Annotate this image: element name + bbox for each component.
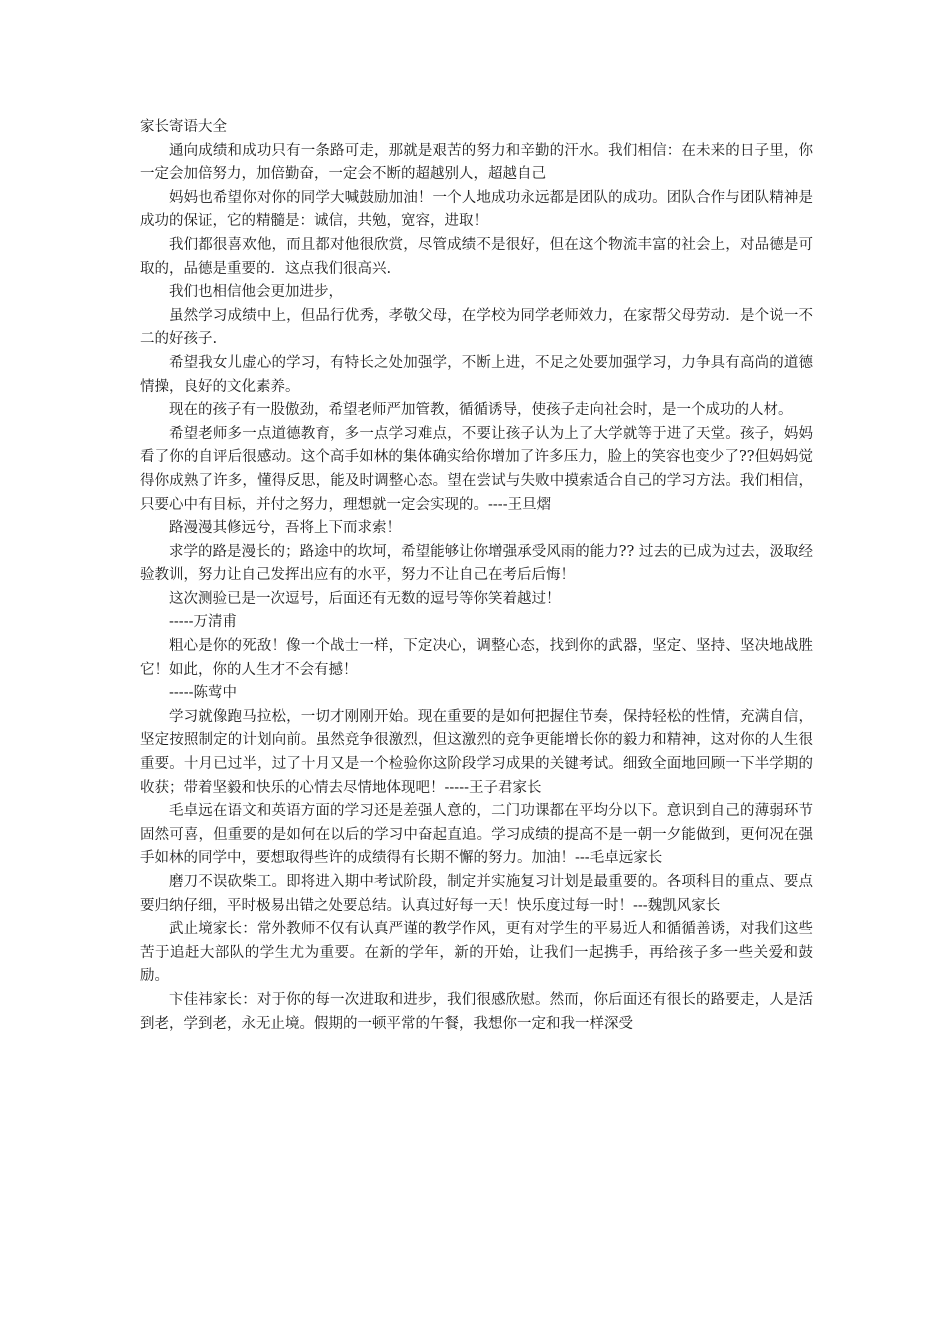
paragraph-13: 粗心是你的死敌！像一个战士一样，下定决心，调整心态，找到你的武器，坚定、坚持、坚决地战胜它！如此，你的人生才不会有撼！: [140, 638, 813, 678]
paragraph-18: 武止境家长：常外教师不仅有认真严谨的教学作风，更有对学生的平易近人和循循善诱，对我们这些苦于追赶大部队的学生尤为重要。在新的学年，新的开始，让我们一起携手，再给孩子多一些关爱和鼓励。: [140, 921, 813, 985]
signature-wan-qingfu: -----万清甫: [169, 614, 237, 631]
paragraph-5: 虽然学习成绩中上，但品行优秀，孝敬父母，在学校为同学老师效力，在家帮父母劳动．是个说一不二的好孩子.: [140, 307, 813, 348]
paragraph-19: 卞佳祎家长：对于你的每一次进取和进步，我们很感欣慰。然而，你后面还有很长的路要走，人是活到老，学到老，永无止境。假期的一顿平常的午餐，我想你一定和我一样深受: [140, 991, 813, 1032]
paragraph-1: 通向成绩和成功只有一条路可走，那就是艰苦的努力和辛勤的汗水。我们相信：在未来的日子里，你一定会加倍努力，加倍勤奋，一定会不断的超越别人，超越自己: [140, 142, 813, 183]
paragraph-6: 希望我女儿虚心的学习，有特长之处加强学，不断上进，不足之处要加强学习，力争具有高尚的道德情操，良好的文化素养。: [140, 354, 813, 395]
signature-chen-yingzhong: -----陈莺中: [169, 685, 237, 702]
document-page: [140, 116, 813, 1036]
paragraph-16: 毛卓远在语文和英语方面的学习还是差强人意的，二门功课都在平均分以下。意识到自己的薄弱环节固然可喜，但重要的是如何在以后的学习中奋起直追。学习成绩的提高不是一朝一夕能做到，更何况在强手如林的同学中，要想取得些许的成绩得有长期不懈的努力。加油！---毛卓远家长: [140, 803, 813, 867]
paragraph-3: 我们都很喜欢他，而且都对他很欣赏，尽管成绩不是很好，但在这个物流丰富的社会上，对品德是可取的，品德是重要的．这点我们很高兴.: [140, 236, 813, 277]
paragraph-8: 希望老师多一点道德教育，多一点学习难点，不要让孩子认为上了大学就等于进了天堂。孩子，妈妈看了你的自评后很感动。这个高手如林的集体确实给你增加了许多压力，脸上的笑容也变少了??但妈妈觉得你成熟了许多，懂得反思，能及时调整心态。望在尝试与失败中摸索适合自己的学习方法。我们相信，只要心中有目标，并付之努力，理想就一定会实现的。----王旦熠: [140, 425, 813, 513]
paragraph-15: 学习就像跑马拉松，一切才刚刚开始。现在重要的是如何把握住节奏，保持轻松的性情，充满自信，坚定按照制定的计划向前。虽然竞争很激烈，但这激烈的竞争更能增长你的毅力和精神，这对你的人生很重要。十月已过半，过了十月又是一个检验你这阶段学习成果的关键考试。细致全面地回顾一下半学期的收获；带着坚毅和快乐的心情去尽情地体现吧！-----王子君家长: [140, 708, 813, 796]
paragraph-10: 求学的路是漫长的；路途中的坎坷，希望能够让你增强承受风雨的能力?? 过去的已成为过去，汲取经验教训，努力让自己发挥出应有的水平，努力不让自己在考后后悔！: [140, 543, 813, 584]
paragraph-17: 磨刀不误砍柴工。即将进入期中考试阶段，制定并实施复习计划是最重要的。各项科目的重点、要点要归纳仔细，平时极易出错之处要总结。认真过好每一天！快乐度过每一时！---魏凯风家长: [140, 874, 813, 914]
document-title: 家长寄语大全: [140, 119, 227, 135]
paragraph-7: 现在的孩子有一股傲劲，希望老师严加管教，循循诱导，使孩子走向社会时，是一个成功的人材。: [169, 402, 793, 419]
paragraph-9: 路漫漫其修远兮，吾将上下而求索！: [169, 520, 401, 537]
paragraph-2: 妈妈也希望你对你的同学大喊鼓励加油！一个人地成功永远都是团队的成功。团队合作与团队精神是成功的保证，它的精髓是：诚信，共勉，宽容，进取！: [140, 189, 813, 230]
paragraph-11: 这次测验已是一次逗号，后面还有无数的逗号等你笑着越过！: [169, 590, 561, 607]
paragraph-4: 我们也相信他会更加进步，: [169, 284, 343, 301]
